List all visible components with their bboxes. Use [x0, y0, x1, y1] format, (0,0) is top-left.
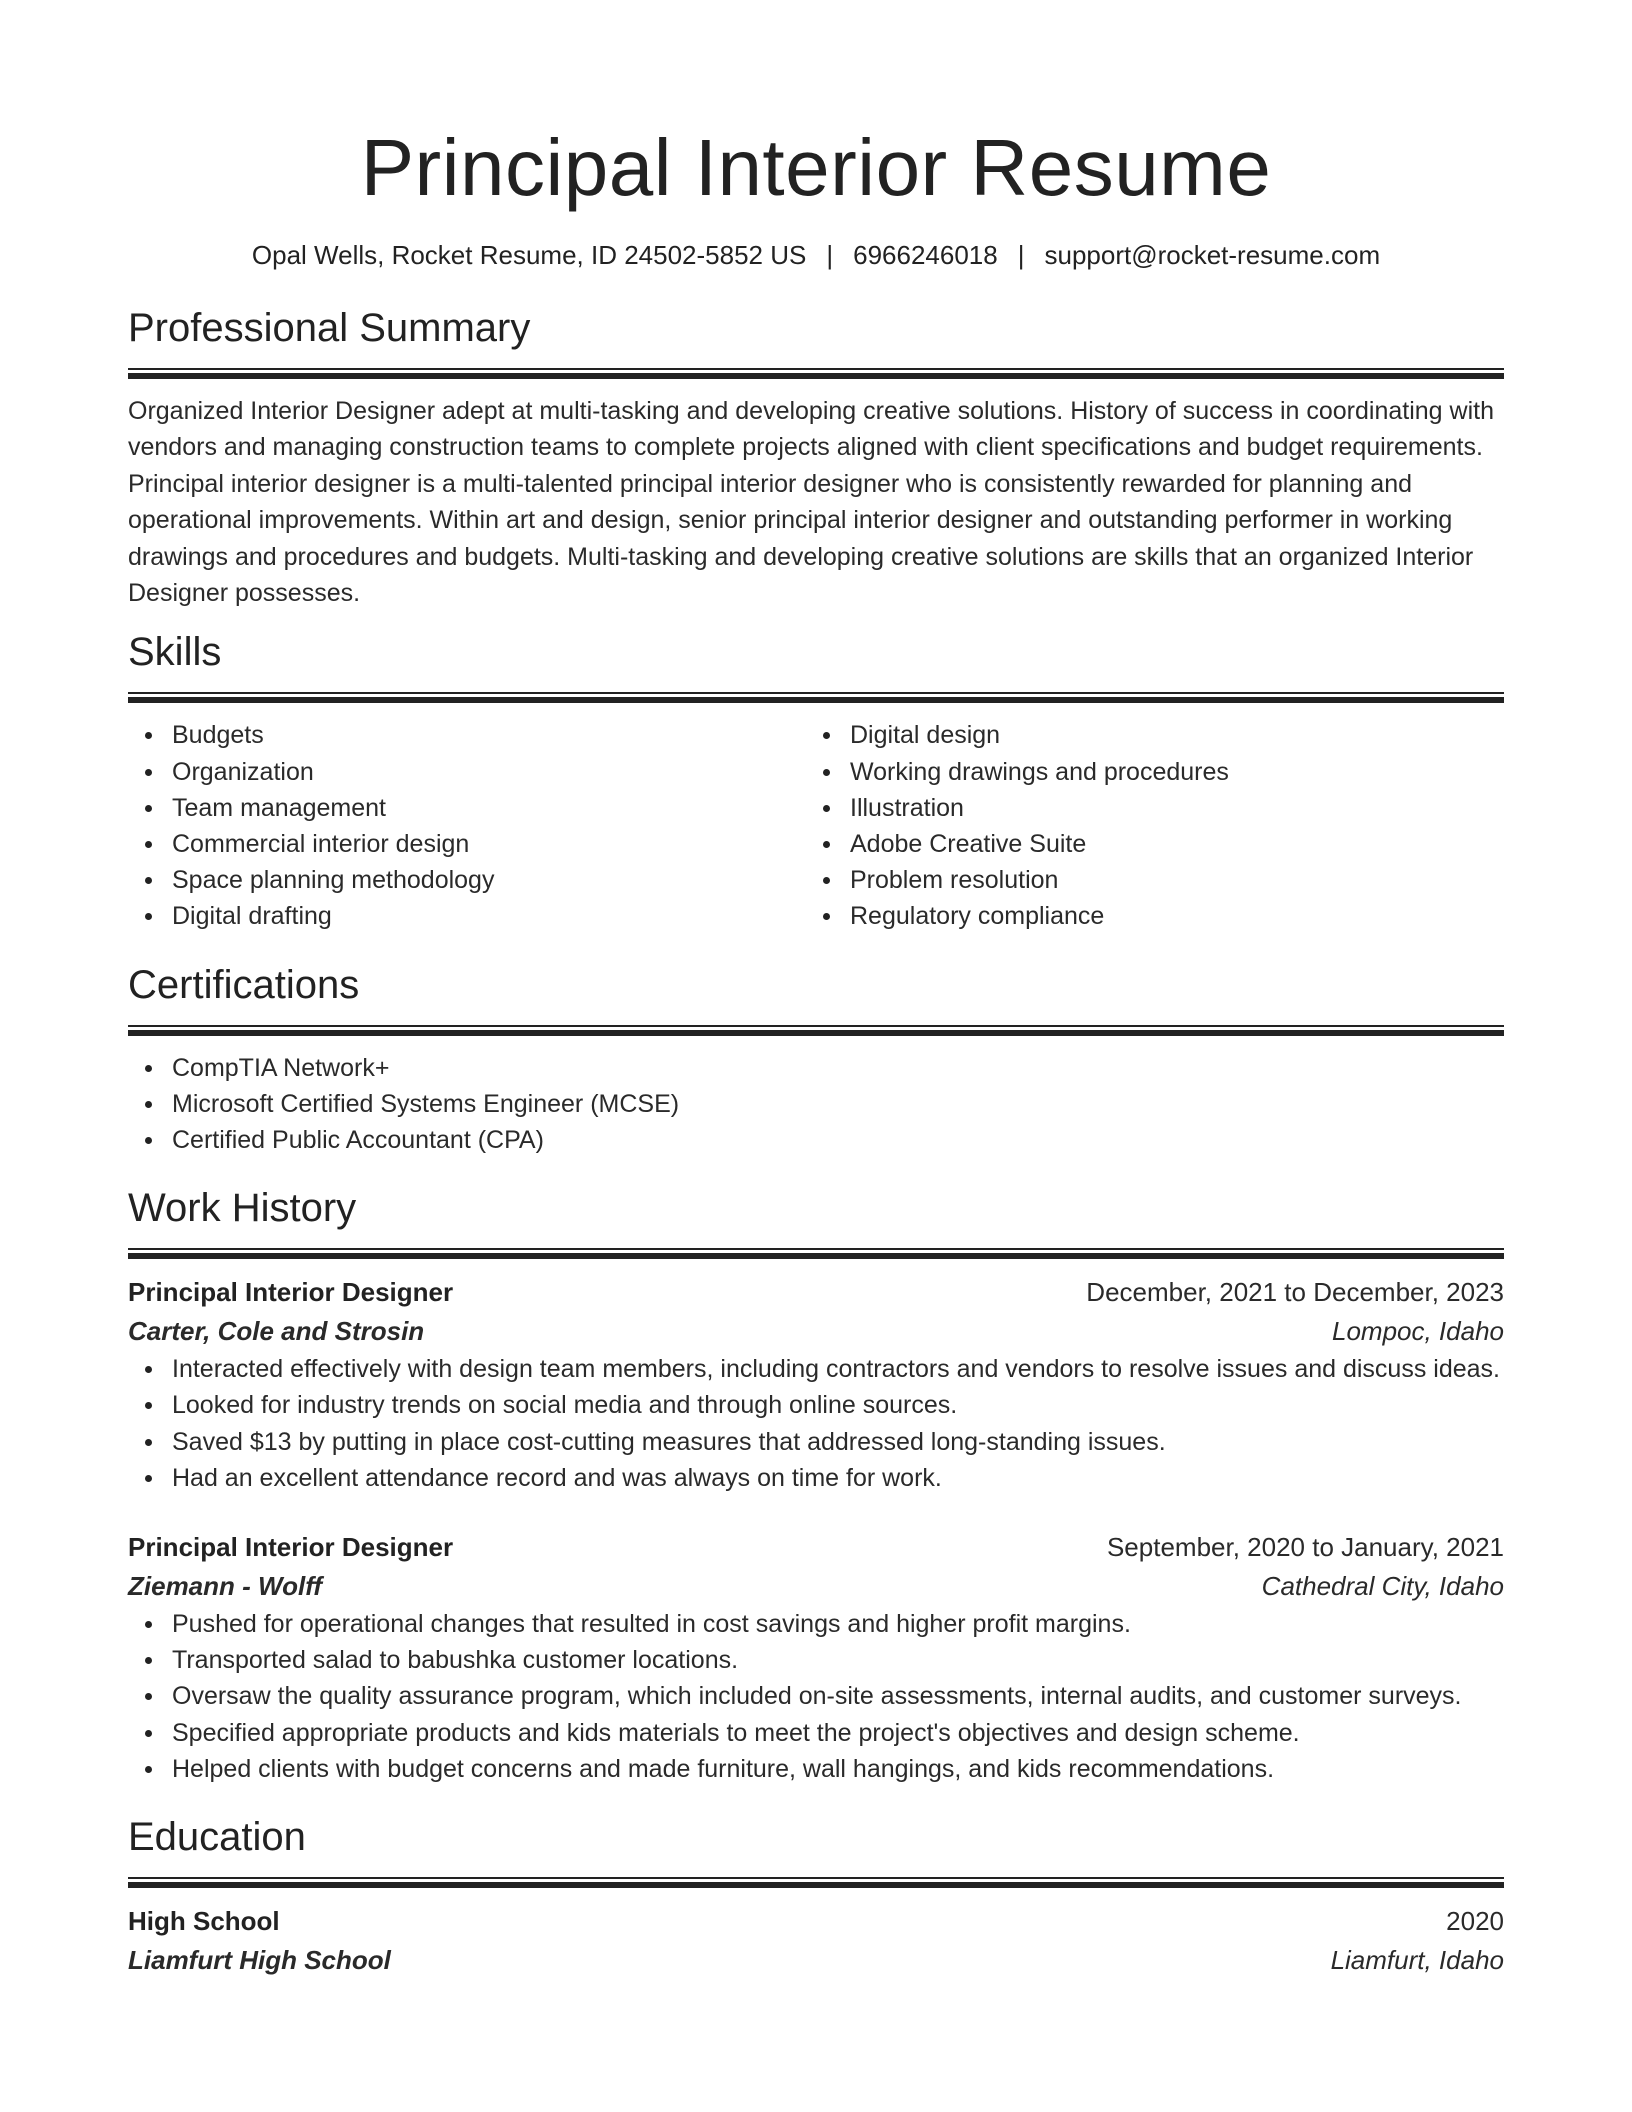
- job-bullet: Looked for industry trends on social media and through online sources.: [172, 1387, 1504, 1423]
- section-divider: [128, 692, 1504, 703]
- job-bullet: Interacted effectively with design team members, including contractors and vendors to resolve issues and discuss ideas.: [172, 1351, 1504, 1387]
- job-location: Cathedral City, Idaho: [1261, 1571, 1504, 1602]
- certification-item: Microsoft Certified Systems Engineer (MCSE): [172, 1086, 1504, 1122]
- skill-item: Budgets: [172, 717, 806, 753]
- job-subheader: [128, 1311, 1504, 1351]
- job-bullets: [128, 1351, 1504, 1496]
- job-bullet: Helped clients with budget concerns and made furniture, wall hangings, and kids recommendations.: [172, 1751, 1504, 1787]
- job-company: Carter, Cole and Strosin: [128, 1316, 425, 1347]
- job-title: Principal Interior Designer: [128, 1532, 454, 1563]
- section-heading: Skills: [128, 630, 222, 675]
- education-school: Liamfurt High School: [128, 1945, 391, 1976]
- education-subheader: [128, 1940, 1504, 1980]
- summary-text: Organized Interior Designer adept at multi-tasking and developing creative solutions. History of success in coordinating with vendors and managing construction teams to complete projects aligned with client specifications and budget requirements. Principal interior designer is a multi-talented principal interior designer who is consistently rewarded for planning and operational improvements. Within art and design, senior principal interior designer and outstanding performer in working drawings and procedures and budgets. Multi-tasking and developing creative solutions are skills that an organized Interior Designer possesses.: [128, 397, 1494, 608]
- job-bullets: [128, 1606, 1504, 1787]
- job-subheader: [128, 1566, 1504, 1606]
- section-divider: [128, 1025, 1504, 1036]
- education-entry: [128, 1902, 1504, 1980]
- education-location: Liamfurt, Idaho: [1330, 1945, 1504, 1976]
- job-header: [128, 1273, 1504, 1311]
- education-year: 2020: [1446, 1906, 1504, 1937]
- section-heading: Education: [128, 1815, 306, 1860]
- resume-title: Principal Interior Resume: [360, 123, 1272, 212]
- skill-item: Digital design: [850, 717, 1484, 753]
- section-heading: Professional Summary: [128, 306, 531, 350]
- skills-list: [128, 717, 806, 934]
- education-section: [128, 1811, 1504, 1980]
- job-bullet: Transported salad to babushka customer locations.: [172, 1642, 1504, 1678]
- education-degree: High School: [128, 1906, 280, 1937]
- certification-item: Certified Public Accountant (CPA): [172, 1122, 1504, 1158]
- job-header: [128, 1528, 1504, 1566]
- skills-columns: [128, 717, 1504, 934]
- summary-section: [128, 302, 1504, 611]
- skill-item: Regulatory compliance: [850, 898, 1484, 934]
- skill-item: Digital drafting: [172, 898, 806, 934]
- job-bullet: Pushed for operational changes that resulted in cost savings and higher profit margins.: [172, 1606, 1504, 1642]
- job-company: Ziemann - Wolff: [128, 1571, 323, 1602]
- contact-email: support@rocket-resume.com: [1044, 240, 1381, 270]
- skills-left-column: [128, 717, 806, 934]
- job-bullet: Had an excellent attendance record and was always on time for work.: [172, 1460, 1504, 1496]
- job-dates: September, 2020 to January, 2021: [1106, 1532, 1504, 1563]
- certifications-list: [128, 1050, 1504, 1159]
- skills-section: [128, 626, 1504, 934]
- skill-item: Commercial interior design: [172, 826, 806, 862]
- skills-list: [806, 717, 1484, 934]
- certifications-section: [128, 959, 1504, 1159]
- education-header: [128, 1902, 1504, 1940]
- job-entry: [128, 1273, 1504, 1496]
- skills-right-column: [806, 717, 1484, 934]
- job-entry: [128, 1528, 1504, 1787]
- job-dates: December, 2021 to December, 2023: [1086, 1277, 1504, 1308]
- section-divider: [128, 1248, 1504, 1259]
- job-location: Lompoc, Idaho: [1331, 1316, 1504, 1347]
- section-heading: Certifications: [128, 962, 360, 1007]
- job-bullet: Oversaw the quality assurance program, which included on-site assessments, internal audits, and customer surveys.: [172, 1678, 1504, 1714]
- section-divider: [128, 1877, 1504, 1888]
- contact-address: Opal Wells, Rocket Resume, ID 24502-5852 US: [251, 240, 807, 270]
- section-heading: Work History: [128, 1186, 357, 1231]
- contact-separator: |: [826, 240, 834, 270]
- skill-item: Illustration: [850, 790, 1484, 826]
- work-history-section: [128, 1182, 1504, 1787]
- skill-item: Team management: [172, 790, 806, 826]
- skill-item: Space planning methodology: [172, 862, 806, 898]
- section-divider: [128, 368, 1504, 379]
- job-bullet: Saved $13 by putting in place cost-cutting measures that addressed long-standing issues.: [172, 1424, 1504, 1460]
- contact-line: [128, 238, 1504, 272]
- skill-item: Organization: [172, 754, 806, 790]
- certification-item: CompTIA Network+: [172, 1050, 1504, 1086]
- skill-item: Problem resolution: [850, 862, 1484, 898]
- job-title: Principal Interior Designer: [128, 1277, 454, 1308]
- skill-item: Working drawings and procedures: [850, 754, 1484, 790]
- resume-page: [128, 0, 1504, 1980]
- skill-item: Adobe Creative Suite: [850, 826, 1484, 862]
- contact-separator: |: [1017, 240, 1025, 270]
- contact-phone: 6966246018: [853, 240, 998, 270]
- job-bullet: Specified appropriate products and kids materials to meet the project's objectives and design scheme.: [172, 1715, 1504, 1751]
